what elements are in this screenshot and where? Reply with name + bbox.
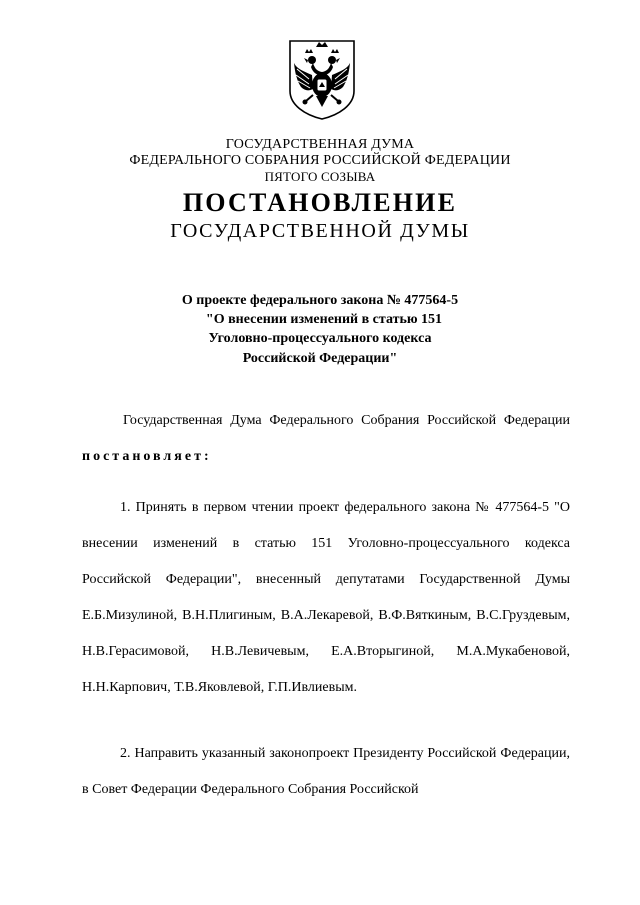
double-headed-eagle-emblem [287,39,357,121]
org-name-line-1: ГОСУДАРСТВЕННАЯ ДУМА [225,137,415,152]
convocation-line: ПЯТОГО СОЗЫВА [264,169,376,184]
subject-line-3: Уголовно-процессуального кодекса [208,331,432,346]
preamble-text: Государственная Дума Федерального Собрания Российской Федерации [123,413,570,428]
resolution-item-2: 2. Направить указанный законопроект Президенту Российской Федерации, в Совет Федерации Федерального Собрания Российской [82,746,570,797]
subject-line-4: Российской Федерации" [242,351,398,366]
resolution-item-1: 1. Принять в первом чтении проект федерального закона № 477564-5 "О внесении изменений в статью 151 Уголовно-процессуального кодекса Российской Федерации", внесенный депутатами Государственной Думы Е.Б.Мизулиной, В.Н.Плигиным, В.А.Лекаревой, В.Ф.Вяткиным, В.С.Груздевым, Н.В.Герасимовой, Н.В.Левичевым, Е.А.Вторыгиной, М.А.Мукабеновой, Н.Н.Карпович, Т.В.Яковлевой, Г.П.Ивлиевым. [82,500,570,695]
org-name-line-2: ФЕДЕРАЛЬНОГО СОБРАНИЯ РОССИЙСКОЙ ФЕДЕРАЦИИ [129,153,511,168]
document-subtitle: ГОСУДАРСТВЕННОЙ ДУМЫ [170,220,470,242]
subject-line-1: О проекте федерального закона № 477564-5 [181,293,459,308]
preamble-paragraph [82,403,570,475]
subject-line-2: "О внесении изменений в статью 151 [205,312,443,327]
document-title: ПОСТАНОВЛЕНИЕ [182,188,458,217]
resolution-verb: постановляет: [82,449,212,464]
